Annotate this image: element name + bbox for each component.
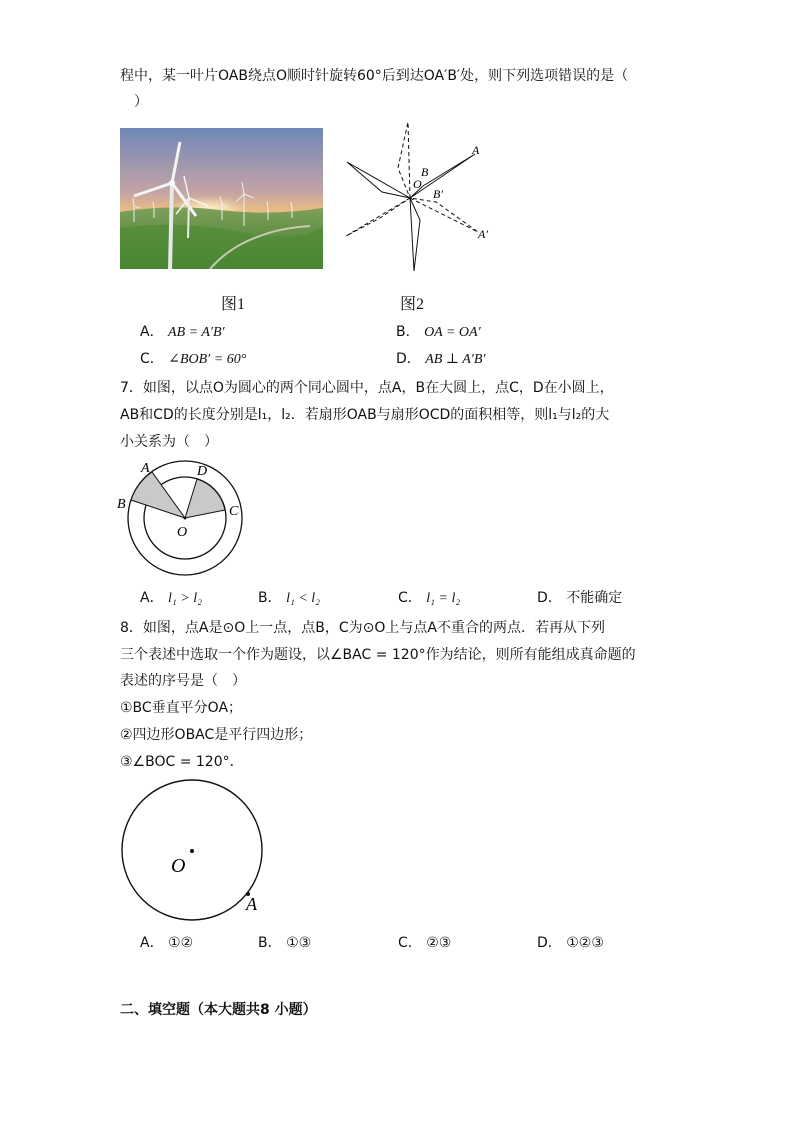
q6-option-d[interactable]: D． AB ⊥ A′B′ <box>396 351 486 367</box>
q6-stem-line1: 程中，某一叶片OAB绕点O顺时针旋转60°后到达OA′B′处，则下列选项错误的是（ <box>120 68 629 84</box>
q7-option-c[interactable]: C． l₁ = l₂ <box>398 590 461 606</box>
wind-farm-photo <box>120 128 323 269</box>
q8-statement-1: ①BC垂直平分OA； <box>120 700 243 716</box>
q6-option-a[interactable]: A． AB = A′B′ <box>140 324 225 340</box>
q8-statement-2: ②四边形OBAC是平行四边形； <box>120 727 313 743</box>
q8-option-b[interactable]: B． ①③ <box>258 935 312 951</box>
q7-stem-line3: 小关系为（ ） <box>120 434 218 450</box>
q8-statement-3: ③∠BOC = 120°． <box>120 754 244 770</box>
q7-stem-line2: AB和CD的长度分别是l₁，l₂．若扇形OAB与扇形OCD的面积相等，则l₁与l₂的大 <box>120 407 610 423</box>
fig2-label-Aprime: A′ <box>478 227 488 241</box>
fig2-label-B: B <box>421 165 429 179</box>
q8-label-O: O <box>171 855 186 877</box>
q8-option-d[interactable]: D． ①②③ <box>537 935 604 951</box>
q7-option-a[interactable]: A． l₁ > l₂ <box>140 590 202 606</box>
q8-stem-line1: 8．如图，点A是⊙O上一点，点B，C为⊙O上与点A不重合的两点．若再从下列 <box>120 620 605 636</box>
q8-label-A: A <box>246 894 257 914</box>
q7-stem-line1: 7．如图，以点O为圆心的两个同心圆中，点A，B在大圆上，点C，D在小圆上， <box>120 380 614 396</box>
fig2-label-A: A <box>472 143 480 157</box>
q7-option-b[interactable]: B． l₁ < l₂ <box>258 590 321 606</box>
q6-fig2-diagram <box>340 118 500 278</box>
q8-option-a[interactable]: A． ①② <box>140 935 194 951</box>
q7-label-A: A <box>141 461 150 476</box>
q7-option-d[interactable]: D． 不能确定 <box>537 590 623 606</box>
fig2-label-O: O <box>413 177 422 191</box>
fig2-caption: 图2 <box>400 296 425 313</box>
fig2-label-Bprime: B′ <box>433 187 443 201</box>
q7-concentric-circles-diagram <box>115 455 255 585</box>
q7-label-O: O <box>177 525 188 540</box>
fig1-caption: 图1 <box>221 296 246 313</box>
q6-option-b[interactable]: B． OA = OA′ <box>396 324 481 340</box>
q8-circle-diagram <box>115 778 275 928</box>
q7-label-D: D <box>197 464 208 479</box>
q7-label-C: C <box>229 504 239 519</box>
q8-center-point <box>190 849 194 853</box>
q6-option-c[interactable]: C． ∠BOB′ = 60° <box>140 351 247 367</box>
q6-stem-line2: ） <box>134 94 148 110</box>
q7-label-B: B <box>117 497 126 512</box>
section-heading-fill-in: 二、填空题（本大题共8 小题） <box>120 1002 317 1018</box>
q8-stem-line2: 三个表述中选取一个作为题设，以∠BAC = 120°作为结论，则所有能组成真命题的 <box>120 647 636 663</box>
q8-option-c[interactable]: C． ②③ <box>398 935 452 951</box>
q8-stem-line3: 表述的序号是（ ） <box>120 673 246 689</box>
